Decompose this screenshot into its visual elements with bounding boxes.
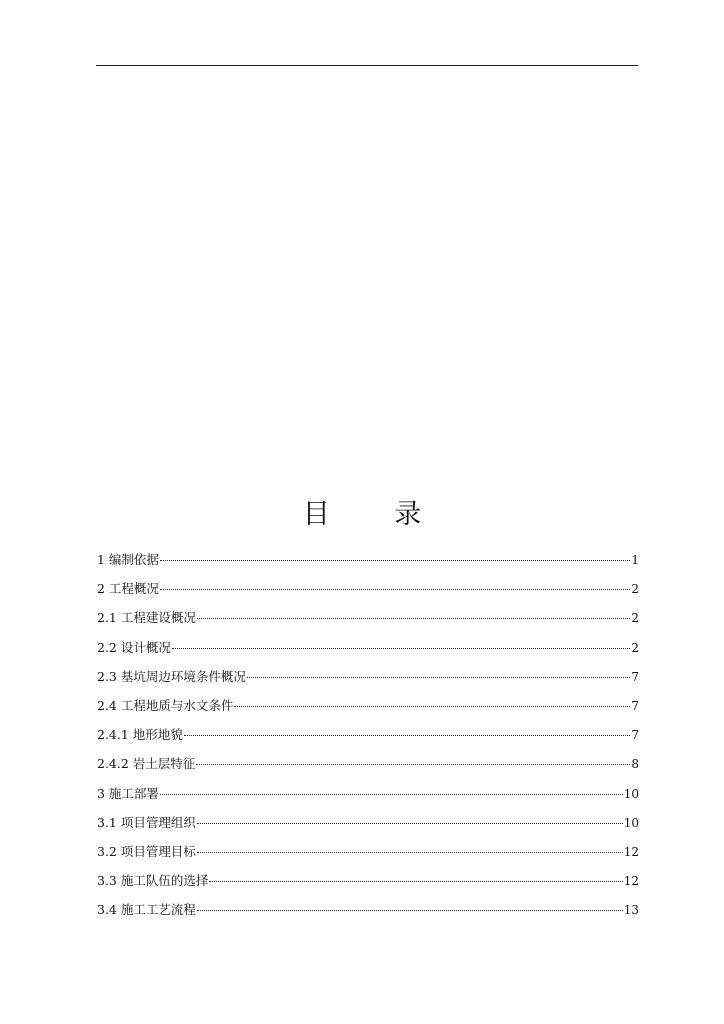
toc-entry[interactable]: [97, 636, 639, 665]
toc-entry[interactable]: [97, 782, 639, 811]
toc-entry-page: 13: [623, 903, 639, 918]
toc-dot-leader: [197, 618, 631, 619]
toc-entry-page: 8: [631, 757, 639, 772]
toc-entry-text: 2.4 工程地质与水文条件: [97, 697, 234, 713]
toc-entry-page: 2: [631, 582, 639, 597]
toc-entry[interactable]: [97, 548, 639, 577]
toc-dot-leader: [160, 794, 623, 795]
toc-dot-leader: [196, 764, 630, 765]
toc-list: [97, 548, 639, 927]
toc-entry[interactable]: [97, 869, 639, 898]
toc-entry-page: 7: [631, 728, 639, 743]
toc-dot-leader: [234, 706, 630, 707]
toc-entry-page: 12: [623, 844, 639, 859]
toc-entry-text: 2.2 设计概况: [97, 639, 171, 655]
toc-dot-leader: [160, 560, 630, 561]
toc-dot-leader: [247, 677, 631, 678]
toc-dot-leader: [197, 910, 623, 911]
toc-title: 目 录: [302, 499, 450, 530]
toc-dot-leader: [160, 589, 630, 590]
toc-entry-page: 10: [623, 815, 639, 830]
toc-entry[interactable]: [97, 665, 639, 694]
toc-dot-leader: [197, 852, 623, 853]
toc-dot-leader: [184, 735, 631, 736]
toc-entry-text: 2.1 工程建设概况: [97, 610, 196, 626]
toc-entry-page: 12: [623, 874, 639, 889]
toc-entry[interactable]: [97, 577, 639, 606]
toc-entry-page: 10: [623, 786, 639, 801]
toc-entry-text: 1 编制依据: [97, 552, 159, 567]
toc-entry-page: 7: [631, 669, 639, 684]
toc-entry-text: 3.4 施工工艺流程: [97, 902, 196, 918]
toc-entry-text: 2 工程概况: [97, 581, 159, 597]
toc-entry[interactable]: [97, 811, 639, 840]
toc-entry-text: 2.4.1 地形地貌: [97, 727, 183, 743]
toc-entry-page: 2: [631, 640, 639, 655]
toc-entry[interactable]: [97, 898, 639, 927]
toc-dot-leader: [197, 823, 623, 824]
toc-entry-text: 3 施工部署: [97, 785, 159, 801]
toc-entry-text: 3.1 项目管理组织: [97, 814, 196, 830]
toc-entry-text: 2.3 基坑周边环境条件概况: [97, 668, 246, 684]
toc-entry-text: 2.4.2 岩土层特征: [97, 756, 196, 772]
toc-entry[interactable]: [97, 752, 639, 781]
toc-dot-leader: [209, 881, 622, 882]
toc-dot-leader: [172, 648, 631, 649]
toc-entry[interactable]: [97, 840, 639, 869]
toc-entry-page: 1: [631, 553, 639, 567]
header-rule: [96, 65, 638, 66]
toc-entry-text: 3.2 项目管理目标: [97, 843, 196, 859]
toc-entry[interactable]: [97, 694, 639, 723]
toc-entry-page: 7: [631, 698, 639, 713]
toc-entry[interactable]: [97, 606, 639, 635]
toc-entry-text: 3.3 施工队伍的选择: [97, 873, 209, 889]
toc-entry[interactable]: [97, 723, 639, 752]
toc-entry-page: 2: [631, 611, 639, 626]
